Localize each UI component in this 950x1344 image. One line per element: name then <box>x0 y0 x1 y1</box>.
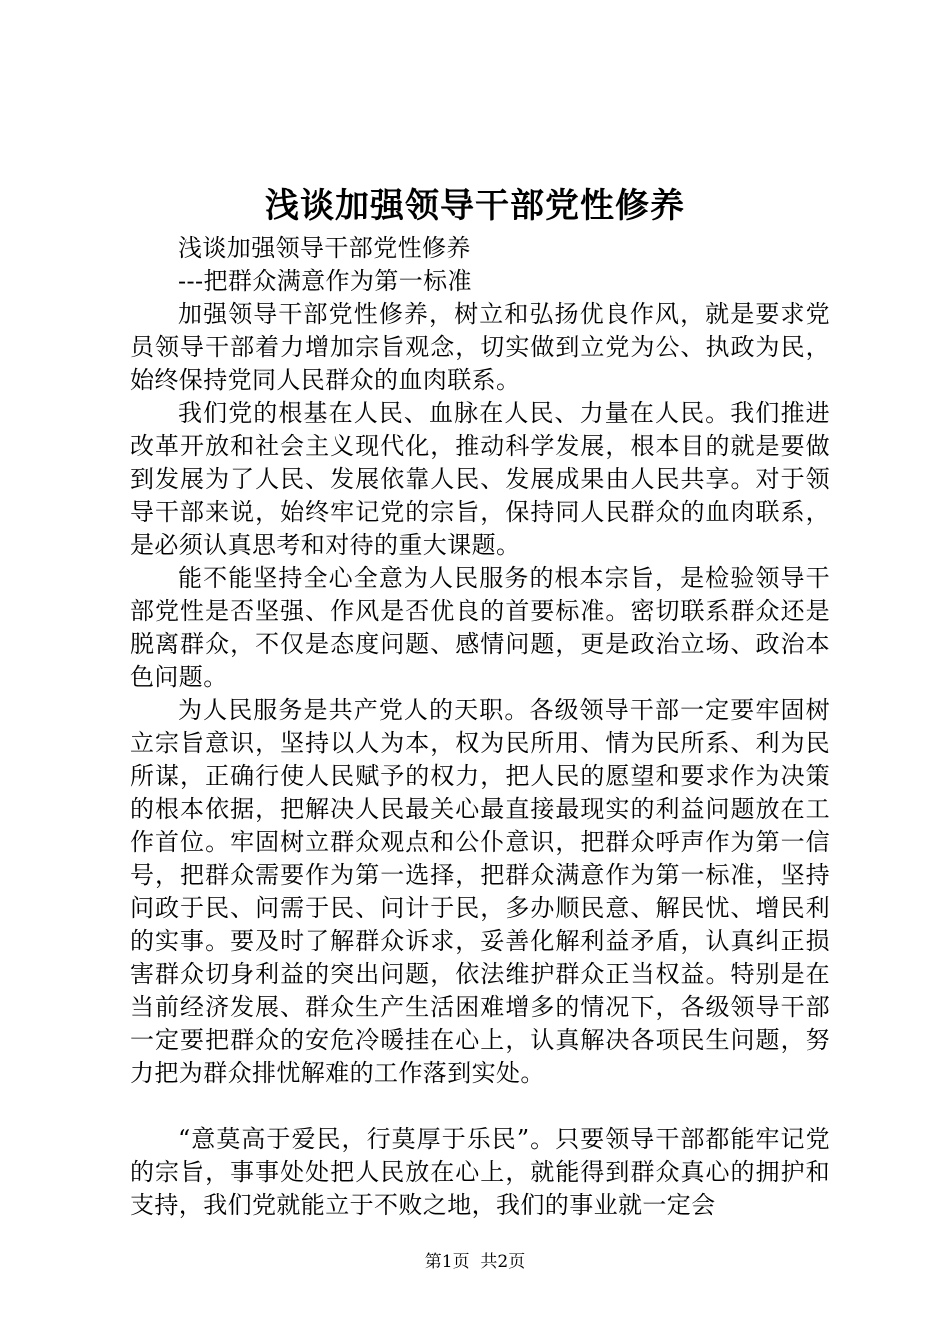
paragraph-5: “意莫高于爱民，行莫厚于乐民”。只要领导干部都能牢记党的宗旨，事事处处把人民放在心上，就能得到群众真心的拥护和支持，我们党就能立于不败之地，我们的事业就一定会 <box>130 1125 830 1219</box>
paragraph-4: 为人民服务是共产党人的天职。各级领导干部一定要牢固树立宗旨意识，坚持以人为本，权为民所用、情为民所系、利为民所谋，正确行使人民赋予的权力，把人民的愿望和要求作为决策的根本依据，把解决人民最关心最直接最现实的利益问题放在工作首位。牢固树立群众观点和公仆意识，把群众呼声作为第一信号，把群众需要作为第一选择，把群众满意作为第一标准，坚持问政于民、问需于民、问计于民，多办顺民意、解民忧、增民利的实事。要及时了解群众诉求，妥善化解利益矛盾，认真纠正损害群众切身利益的突出问题，依法维护群众正当权益。特别是在当前经济发展、群众生产生活困难增多的情况下，各级领导干部一定要把群众的安危冷暖挂在心上，认真解决各项民生问题，努力把为群众排忧解难的工作落到实处。 <box>130 696 830 1087</box>
subtitle-line: 浅谈加强领导干部党性修养 <box>178 234 471 262</box>
paragraph-2: 我们党的根基在人民、血脉在人民、力量在人民。我们推进改革开放和社会主义现代化，推动科学发展，根本目的就是要做到发展为了人民、发展依靠人民、发展成果由人民共享。对于领导干部来说，始终牢记党的宗旨，保持同人民群众的血肉联系，是必须认真思考和对待的重大课题。 <box>130 399 830 559</box>
page-number-label: 第1页 共2页 <box>424 1252 526 1272</box>
document-body <box>130 232 830 1222</box>
subtitle-tagline: ---把群众满意作为第一标准 <box>178 267 472 295</box>
page-footer <box>0 1251 950 1273</box>
paragraph-1: 加强领导干部党性修养，树立和弘扬优良作风，就是要求党员领导干部着力增加宗旨观念，切实做到立党为公、执政为民，始终保持党同人民群众的血肉联系。 <box>130 300 830 394</box>
document-title: 浅谈加强领导干部党性修养 <box>265 186 685 226</box>
paragraph-3: 能不能坚持全心全意为人民服务的根本宗旨，是检验领导干部党性是否坚强、作风是否优良的首要标准。密切联系群众还是脱离群众，不仅是态度问题、感情问题，更是政治立场、政治本色问题。 <box>130 564 830 691</box>
